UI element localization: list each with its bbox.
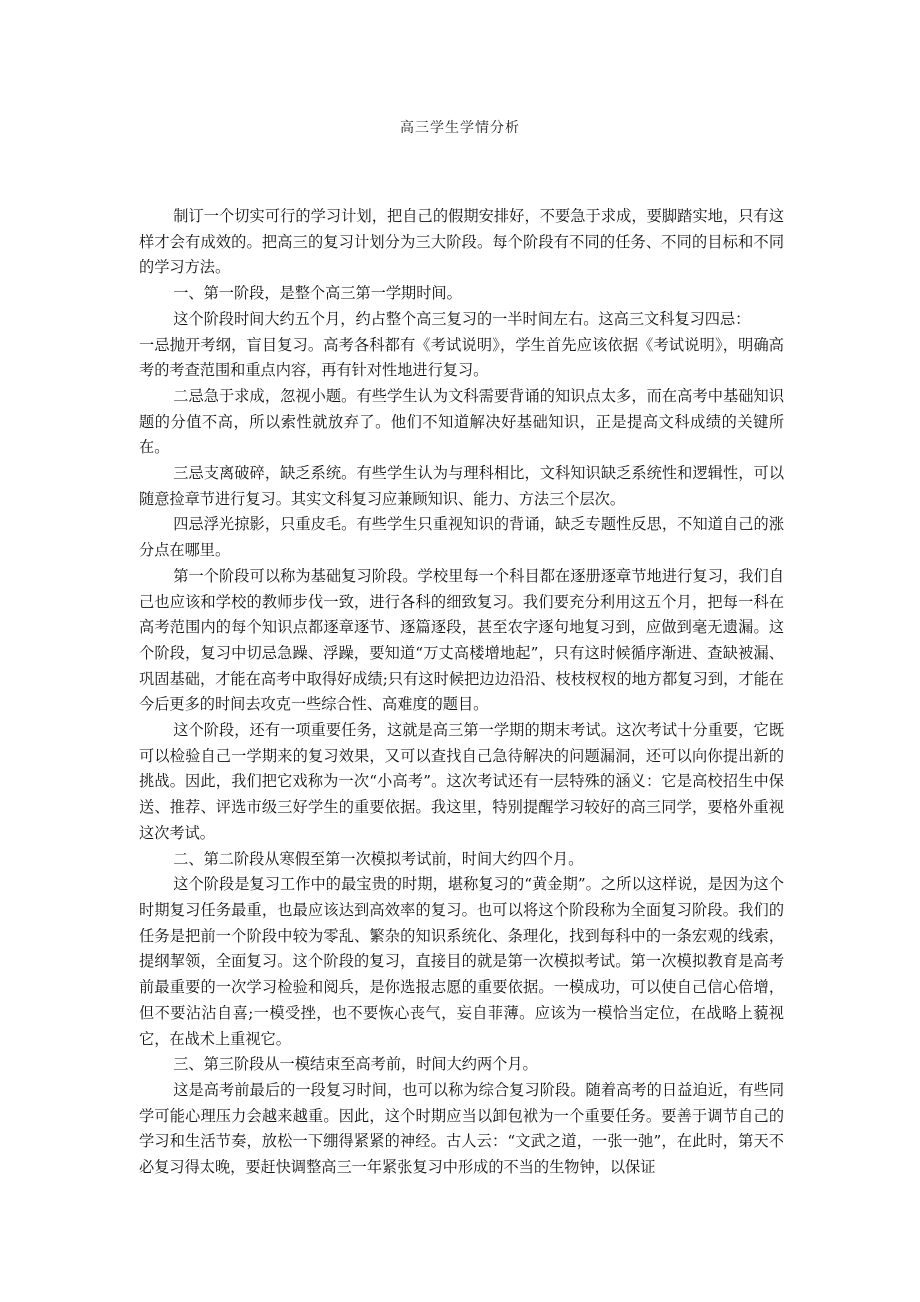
paragraph-golden-period: 这个阶段是复习工作中的最宝贵的时期，堪称复习的“黄金期”。之所以这样说，是因为这个时期复习任务最重，也最应该达到高效率的复习。也可以将这个阶段称为全面复习阶段。我们的任务是把前一个阶段中较为零乱、繁杂的知识系统化、条理化，找到每科中的一条宏观的线索，提纲挈领，全面复习。这个阶段的复习，直接目的就是第一次模拟考试。第一次模拟教育是高考前最重要的一次学习检验和阅兵，是你选报志愿的重要依据。一模成功，可以使自己信心倍增，但不要沾沾自喜;一模受挫，也不要恢心丧气，妄自菲薄。应该为一模恰当定位，在战略上藐视它，在战术上重视它。: [139, 875, 784, 1048]
paragraph-stage-two-heading: 二、第二阶段从寒假至第一次模拟考试前，时间大约四个月。: [173, 849, 584, 868]
paragraph-taboo-one: 一忌抛开考纲，盲目复习。高考各科都有《考试说明》，学生首先应该依据《考试说明》，明确高考的考查范围和重点内容，再有针对性地进行复习。: [139, 335, 784, 380]
document-title: 高三学生学情分析: [400, 120, 520, 136]
document-body: [139, 204, 784, 1181]
paragraph-taboo-two: 二忌急于求成，忽视小题。有些学生认为文科需要背诵的知识点太多，而在高考中基础知识题的分值不高，所以索性就放弃了。他们不知道解决好基础知识，正是提高文科成绩的关键所在。: [139, 386, 784, 457]
paragraph-stage-one-heading: 一、第一阶段，是整个高三第一学期时间。: [173, 284, 462, 303]
paragraph-comprehensive-review: 这是高考前最后的一段复习时间，也可以称为综合复习阶段。随着高考的日益迫近，有些同学可能心理压力会越来越重。因此，这个时期应当以卸包袱为一个重要任务。要善于调节自己的学习和生活节奏，放松一下绷得紧紧的神经。古人云：“文武之道，一张一弛”，在此时，第天不必复习得太晚，要赶快调整高三一年紧张复习中形成的不当的生物钟，以保证: [139, 1080, 784, 1177]
paragraph-taboo-three: 三忌支离破碎，缺乏系统。有些学生认为与理科相比，文科知识缺乏系统性和逻辑性，可以随意捡章节进行复习。其实文科复习应兼顾知识、能力、方法三个层次。: [139, 464, 784, 508]
paragraph-intro: 制订一个切实可行的学习计划，把自己的假期安排好，不要急于求成，要脚踏实地，只有这样才会有成效的。把高三的复习计划分为三大阶段。每个阶段有不同的任务、不同的目标和不同的学习方法。: [139, 207, 784, 277]
paragraph-stage-three-heading: 三、第三阶段从一模结束至高考前，时间大约两个月。: [173, 1055, 538, 1074]
paragraph-final-exam: 这个阶段，还有一项重要任务，这就是高三第一学期的期末考试。这次考试十分重要，它既可以检验自己一学期来的复习效果，又可以查找自己急待解决的问题漏洞，还可以向你提出新的挑战。因此，我们把它戏称为一次“小高考”。这次考试还有一层特殊的涵义：它是高校招生中保送、推荐、评选市级三好学生的重要依据。我这里，特别提醒学习较好的高三同学，要格外重视这次考试。: [139, 721, 784, 842]
paragraph-basic-review: 第一个阶段可以称为基础复习阶段。学校里每一个科目都在逐册逐章节地进行复习，我们自己也应该和学校的教师步伐一致，进行各科的细致复习。我们要充分利用这五个月，把每一科在高考范围内的每个知识点都逐章逐节、逐篇逐段，甚至农字逐句地复习到，应做到毫无遗漏。这个阶段，复习中切忌急躁、浮躁，要知道“万丈高楼增地起”，只有这时候循序渐进、查缺被漏、巩固基础，才能在高考中取得好成绩;只有这时候把边边沿沿、枝枝杈杈的地方都复习到，才能在今后更多的时间去攻克一些综合性、高难度的题目。: [139, 566, 784, 714]
paragraph-stage-one-overview: 这个阶段时间大约五个月，约占整个高三复习的一半时间左右。这高三文科复习四忌：: [173, 309, 751, 328]
paragraph-taboo-four: 四忌浮光掠影，只重皮毛。有些学生只重视知识的背诵，缺乏专题性反思，不知道自己的涨分点在哪里。: [139, 515, 784, 560]
